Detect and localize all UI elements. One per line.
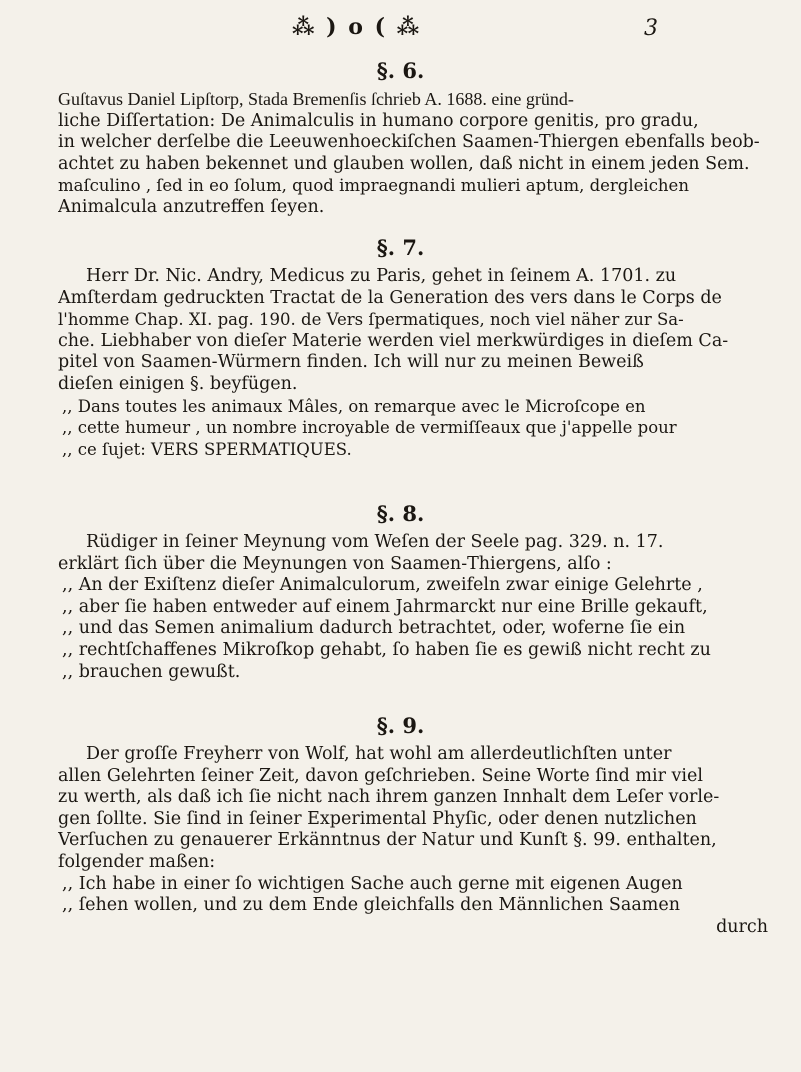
section-7-text: [58, 266, 768, 460]
text-line: zu werth, als daß ich ſie nicht nach ihrem ganzen Innhalt dem Leſer vorle‑: [58, 787, 720, 808]
quote-line: ,, An der Exiſtenz dieſer Animalculorum, zweifeln zwar einige Gelehrte ,: [62, 575, 703, 596]
quote-line: ,, rechtſchaffenes Mikroſkop gehabt, ſo haben ſie es gewiß nicht recht zu: [62, 639, 711, 660]
quote-line: ,, aber ſie haben entweder auf einem Jahrmarckt nur eine Brille gekauft,: [62, 596, 708, 617]
quote-line: ,, und das Semen animalium dadurch betrachtet, oder, woferne ſie ein: [62, 618, 686, 639]
quote-line: ,, ce ſujet: VERS SPERMATIQUES.: [62, 439, 352, 459]
section-8-text: [58, 532, 768, 683]
text-line: folgender maßen:: [58, 851, 216, 872]
text-line: Amſterdam gedruckten Tractat de la Generation des vers dans le Corps de: [58, 287, 722, 308]
quote-line: ,, Ich habe in einer ſo wichtigen Sache auch gerne mit eigenen Augen: [62, 873, 683, 894]
section-heading: §. 9.: [376, 713, 425, 738]
text-line: gen ſollte. Sie ſind in ſeiner Experimental Phyſic, oder denen nutzlichen: [58, 808, 697, 829]
text-line: Rüdiger in ſeiner Meynung vom Weſen der Seele pag. 329. n. 17.: [86, 532, 664, 552]
text-line: allen Gelehrten ſeiner Zeit, davon geſchrieben. Seine Worte ſind mir viel: [58, 765, 703, 786]
section-heading: §. 8.: [376, 501, 425, 526]
text-line: Animalcula anzutreffen ſeyen.: [58, 196, 325, 217]
quote-line: ,, ſehen wollen, und zu dem Ende gleichfalls den Männlichen Saamen: [62, 895, 680, 916]
quote-line: ,, brauchen gewußt.: [62, 661, 241, 682]
text-line: in welcher derſelbe die Leeuwenhoeckiſchen Saamen‑Thiergen ebenfalls beob‑: [58, 132, 760, 153]
text-line: dieſen einigen §. beyfügen.: [58, 373, 298, 394]
text-line: maſculino , ſed in eo ſolum, quod impraegnandi mulieri aptum, dergleichen: [58, 176, 689, 196]
page-header: [0, 14, 801, 44]
quote-line: ,, Dans toutes les animaux Mâles, on remarque avec le Microſcope en: [62, 396, 646, 416]
text-line: l'homme Chap. XI. pag. 190. de Vers ſpermatiques, noch viel näher zur Sa‑: [58, 310, 684, 330]
text-line: che. Liebhaber von dieſer Materie werden viel merkwürdiges in dieſem Ca‑: [58, 330, 729, 351]
text-line: Der groſſe Freyherr von Wolf, hat wohl am allerdeutlichſten unter: [86, 744, 672, 764]
text-line: erklärt ſich über die Meynungen von Saamen‑Thiergens, alſo :: [58, 553, 612, 574]
text-line: Guſtavus Daniel Lipſtorp, Stada Bremenſis ſchrieb A. 1688. eine gründ‑: [58, 89, 574, 109]
section-6-text: [58, 89, 768, 219]
header-ornament: ⁂ ) o ( ⁂: [292, 14, 422, 40]
text-line: achtet zu haben bekennet und glauben wollen, daß nicht in einem jeden Sem.: [58, 153, 750, 174]
quote-line: ,, cette humeur , un nombre incroyable de vermiſſeaux que j'appelle pour: [62, 418, 677, 438]
text-line: Verſuchen zu genauerer Erkänntnus der Natur und Kunſt §. 99. enthalten,: [58, 830, 717, 851]
text-line: pitel von Saamen‑Würmern finden. Ich will nur zu meinen Beweiß: [58, 352, 644, 373]
text-line: liche Diſſertation: De Animalculis in humano corpore genitis, pro gradu,: [58, 110, 699, 131]
section-9-text: [58, 744, 768, 938]
section-heading: §. 7.: [376, 235, 425, 260]
page-number: 3: [644, 16, 658, 41]
section-heading: §. 6.: [376, 58, 425, 83]
catchword: durch: [716, 916, 768, 937]
text-line: Herr Dr. Nic. Andry, Medicus zu Paris, gehet in ſeinem A. 1701. zu: [86, 266, 677, 286]
